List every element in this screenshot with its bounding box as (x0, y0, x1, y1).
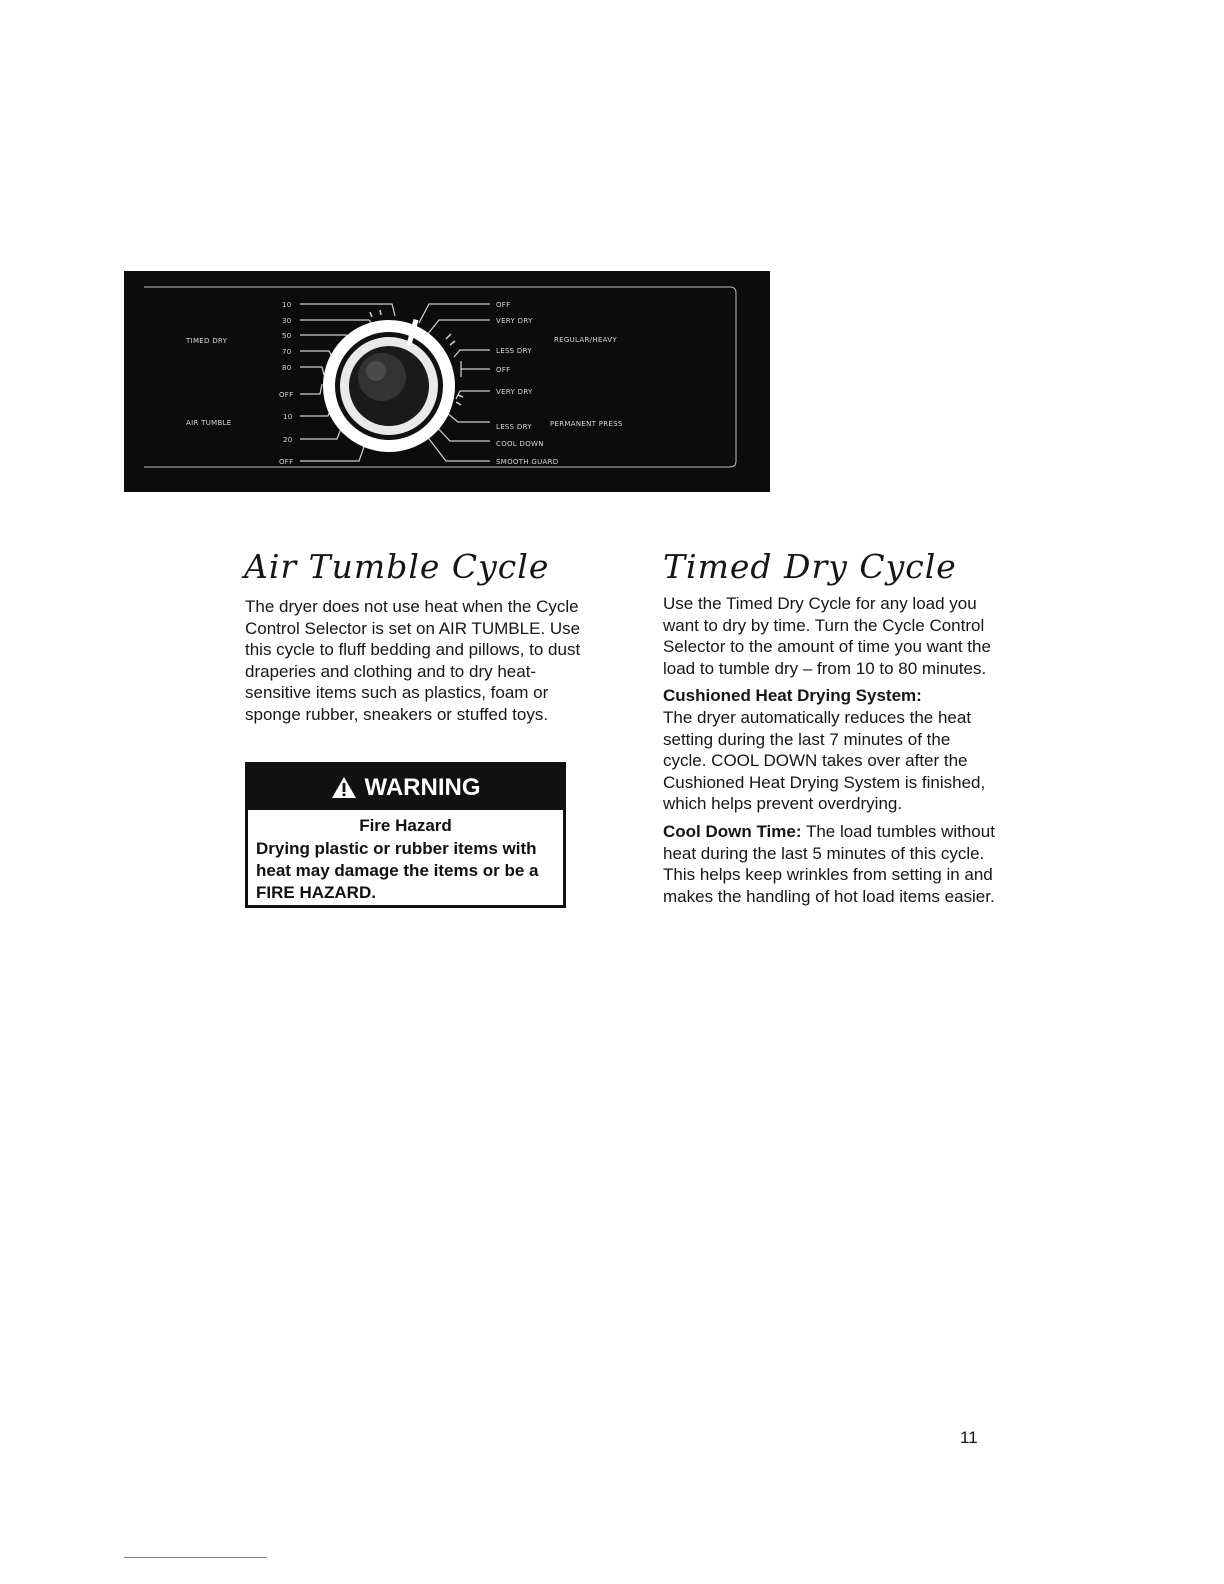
scale-left-30: 30 (282, 317, 292, 325)
scale-left-10: 10 (282, 301, 292, 309)
scale-right-less-dry-2: LESS DRY (496, 423, 532, 431)
cushioned-heat-paragraph (663, 685, 998, 815)
scale-right-off: OFF (496, 301, 511, 309)
scale-left-off: OFF (279, 391, 294, 399)
warning-heading: WARNING (364, 773, 481, 801)
timed-dry-intro: Use the Timed Dry Cycle for any load you want to dry by time. Turn the Cycle Control Selector to the amount of time you want the load to tumble dry – from 10 to 80 minutes. (663, 594, 991, 678)
page-number: 11 (960, 1428, 978, 1447)
scale-right-cool-down: COOL DOWN (496, 440, 544, 448)
scale-right-off-2: OFF (496, 366, 511, 374)
scale-right-very-dry: VERY DRY (496, 317, 533, 325)
air-tumble-body (245, 596, 585, 732)
warning-title: Fire Hazard (359, 816, 452, 835)
warning-header (248, 765, 563, 810)
scale-left-80: 80 (282, 364, 292, 372)
scale-left-70: 70 (282, 348, 292, 356)
warning-triangle-icon (331, 776, 357, 799)
timed-dry-heading: Timed Dry Cycle (663, 547, 957, 586)
panel-label-regular-heavy: REGULAR/HEAVY (554, 336, 617, 344)
scale-left-air-10: 10 (283, 413, 293, 421)
control-panel-illustration (124, 271, 770, 492)
cushioned-heat-label: Cushioned Heat Drying System: (663, 686, 922, 706)
cool-down-text: The load tumbles without heat during the last 5 minutes of this cycle. This helps keep wrinkles from setting in and makes the handling of hot load items easier. (663, 821, 995, 906)
warning-text: Drying plastic or rubber items with heat may damage the items or be a FIRE HAZARD. (256, 839, 539, 902)
air-tumble-heading: Air Tumble Cycle (244, 547, 550, 586)
cycle-control-knob-icon (323, 319, 455, 452)
scale-left-air-off: OFF (279, 458, 294, 466)
cushioned-heat-text: The dryer automatically reduces the heat setting during the last 7 minutes of the cycle. COOL DOWN takes over after the Cushioned Heat Drying System is finished, which helps prevent overdrying. (663, 707, 986, 814)
scale-right-very-dry-2: VERY DRY (496, 388, 533, 396)
control-panel-drawing (124, 271, 770, 492)
air-tumble-paragraph: The dryer does not use heat when the Cycle Control Selector is set on AIR TUMBLE. Use this cycle to fluff bedding and pillows, to dust draperies and clothing and to dry heat-sensitive items such as plastics, foam or sponge rubber, sneakers or stuffed toys. (245, 597, 581, 724)
cool-down-label: Cool Down Time: (663, 821, 802, 841)
cool-down-paragraph (663, 821, 998, 907)
scale-left-50: 50 (282, 332, 292, 340)
panel-label-permanent-press: PERMANENT PRESS (550, 420, 623, 428)
timed-dry-body (663, 593, 998, 913)
scale-right-less-dry: LESS DRY (496, 347, 532, 355)
footer-rule (124, 1557, 267, 1558)
scale-right-smooth-guard: SMOOTH GUARD (496, 458, 559, 466)
panel-label-timed-dry: TIMED DRY (186, 337, 228, 345)
warning-box (245, 762, 566, 908)
scale-left-air-20: 20 (283, 436, 293, 444)
panel-label-air-tumble: AIR TUMBLE (186, 419, 232, 427)
